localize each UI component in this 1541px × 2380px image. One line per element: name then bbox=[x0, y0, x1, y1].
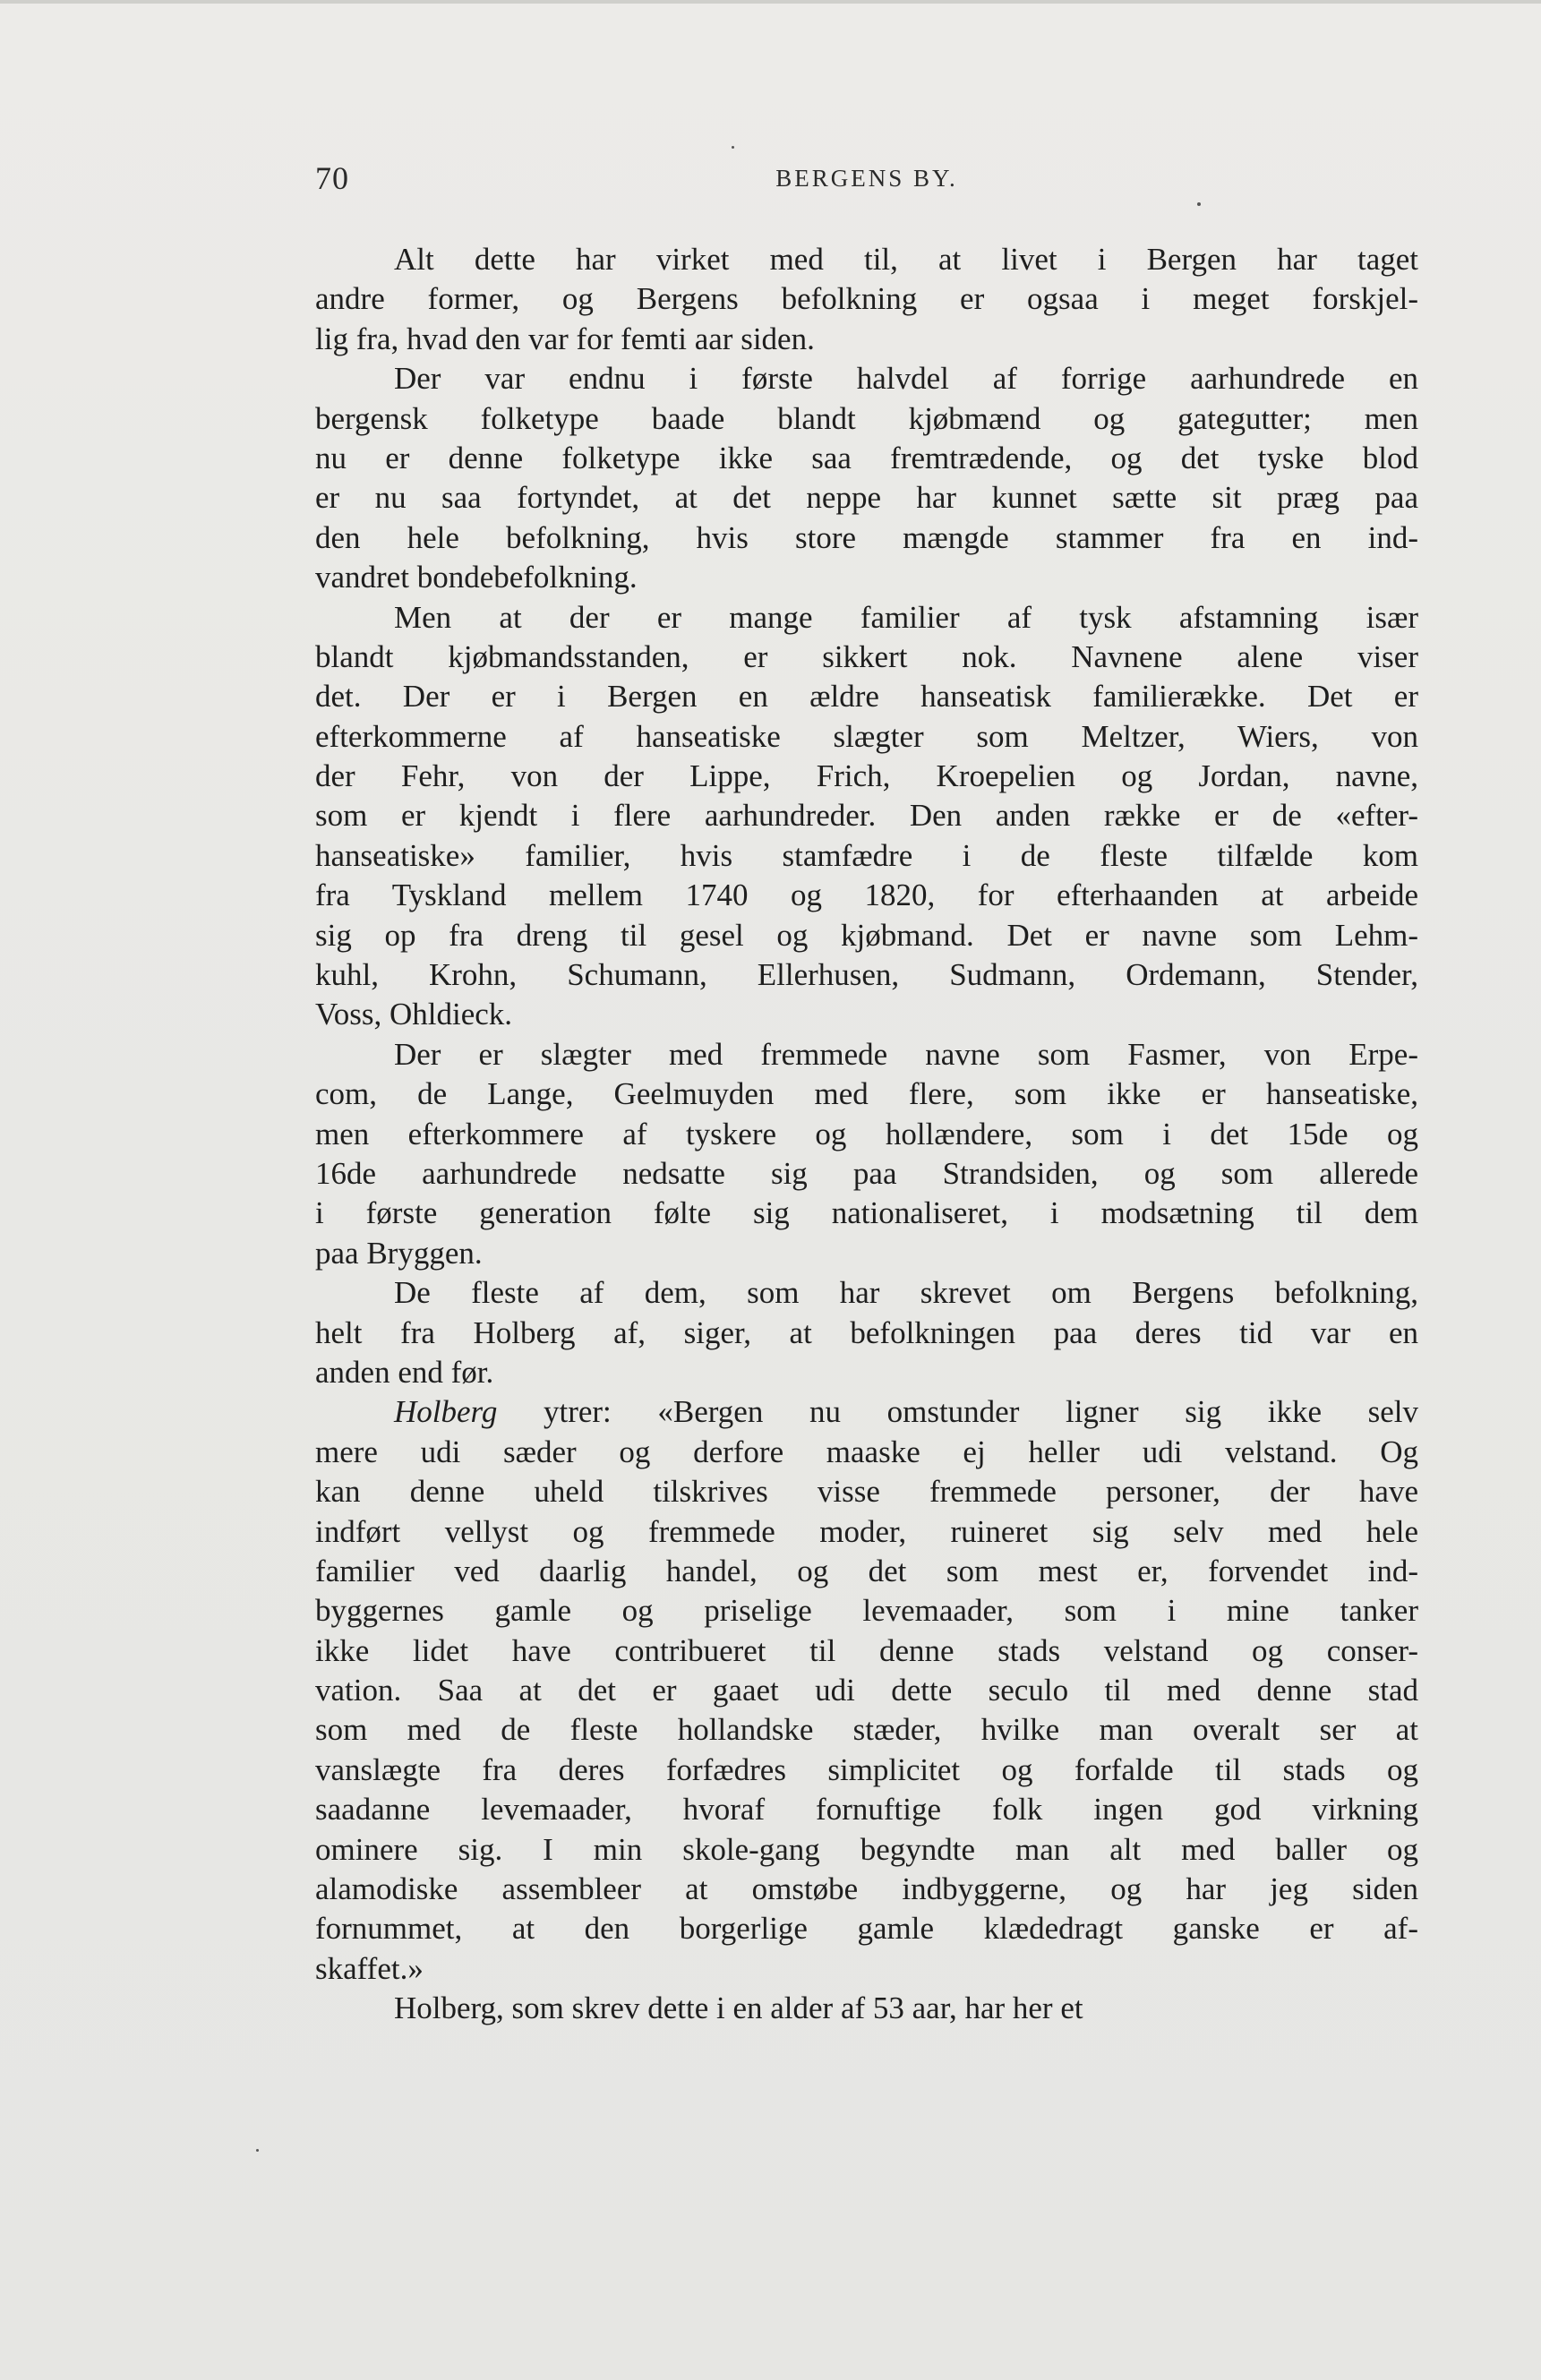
text-line bbox=[315, 995, 1418, 1034]
line-text: som med de fleste hollandske stæder, hvilke man overalt ser at bbox=[315, 1712, 1418, 1748]
text-line bbox=[315, 1751, 1418, 1790]
text-line bbox=[315, 916, 1418, 955]
text-line bbox=[315, 717, 1418, 757]
text-line bbox=[315, 1154, 1418, 1194]
line-text: Der var endnu i første halvdel af forrige aarhundrede en bbox=[394, 361, 1418, 397]
page-header bbox=[315, 159, 1418, 213]
text-line bbox=[315, 876, 1418, 915]
text-line bbox=[315, 757, 1418, 796]
line-text: fra Tyskland mellem 1740 og 1820, for efterhaanden at arbeide bbox=[315, 878, 1418, 913]
text-line bbox=[315, 836, 1418, 876]
italic-author-name: Holberg bbox=[394, 1394, 498, 1430]
line-text: helt fra Holberg af, siger, at befolkningen paa deres tid var en bbox=[315, 1314, 1418, 1350]
running-title: BERGENS BY. bbox=[775, 165, 958, 192]
line-text: som er kjendt i flere aarhundreder. Den anden række er de «efter- bbox=[315, 798, 1418, 834]
paragraph bbox=[315, 1273, 1418, 1392]
page-number: 70 bbox=[315, 160, 349, 196]
text-line bbox=[315, 478, 1418, 518]
line-text: Alt dette har virket med til, at livet i Bergen har taget bbox=[394, 242, 1418, 277]
paragraph bbox=[315, 359, 1418, 597]
line-text: efterkommerne af hanseatiske slægter som Meltzer, Wiers, von bbox=[315, 718, 1418, 754]
text-line bbox=[315, 1433, 1418, 1472]
text-line bbox=[315, 1234, 1418, 1273]
paragraph bbox=[315, 240, 1418, 359]
line-text: alamodiske assembleer at omstøbe indbyggerne, og har jeg siden bbox=[315, 1871, 1418, 1907]
line-text: Der er slægter med fremmede navne som Fasmer, von Erpe- bbox=[394, 1036, 1418, 1072]
text-line bbox=[315, 1472, 1418, 1511]
text-line bbox=[315, 1273, 1418, 1313]
line-text: den hele befolkning, hvis store mængde stammer fra en ind- bbox=[315, 519, 1418, 555]
line-text: men efterkommere af tyskere og hollændere, som i det 15de og bbox=[315, 1116, 1418, 1151]
text-line bbox=[315, 1830, 1418, 1870]
line-text: ominere sig. I min skole-gang begyndte man alt med baller og bbox=[315, 1831, 1418, 1867]
text-line bbox=[315, 1512, 1418, 1552]
text-line bbox=[315, 1870, 1418, 1909]
paragraph bbox=[315, 598, 1418, 1035]
line-text: Men at der er mange familier af tysk afstamning især bbox=[394, 599, 1418, 635]
print-speck bbox=[1197, 202, 1201, 206]
line-text: i første generation følte sig nationaliseret, i modsætning til dem bbox=[315, 1195, 1418, 1231]
text-line bbox=[315, 1671, 1418, 1710]
line-text: De fleste af dem, som har skrevet om Bergens befolkning, bbox=[394, 1275, 1418, 1311]
line-text: mere udi sæder og derfore maaske ej heller udi velstand. Og bbox=[315, 1434, 1418, 1469]
text-line bbox=[315, 1790, 1418, 1829]
line-text: Holberg, som skrev dette i en alder af 53 aar, har her et bbox=[394, 1990, 1083, 2026]
line-text: er nu saa fortyndet, at det neppe har kunnet sætte sit præg paa bbox=[315, 480, 1418, 516]
line-text: byggernes gamle og priselige levemaader, som i mine tanker bbox=[315, 1593, 1418, 1629]
text-line bbox=[315, 439, 1418, 478]
line-text: fornummet, at den borgerlige gamle klædedragt ganske er af- bbox=[315, 1911, 1418, 1947]
text-line bbox=[315, 1989, 1418, 2028]
line-text: vanslægte fra deres forfædres simplicitet og forfalde til stads og bbox=[315, 1751, 1418, 1787]
text-line bbox=[315, 1552, 1418, 1591]
text-line bbox=[315, 1115, 1418, 1154]
text-line bbox=[315, 558, 1418, 597]
text-line bbox=[315, 796, 1418, 835]
line-text: lig fra, hvad den var for femti aar siden. bbox=[315, 321, 815, 356]
text-line bbox=[315, 518, 1418, 558]
print-speck bbox=[256, 2149, 259, 2152]
line-text: 16de aarhundrede nedsatte sig paa Strandsiden, og som allerede bbox=[315, 1155, 1418, 1191]
text-line bbox=[315, 320, 1418, 359]
line-text: familier ved daarlig handel, og det som mest er, forvendet ind- bbox=[315, 1553, 1418, 1588]
paragraph bbox=[315, 1989, 1418, 2028]
line-text: com, de Lange, Geelmuyden med flere, som ikke er hanseatiske, bbox=[315, 1076, 1418, 1112]
text-line bbox=[315, 240, 1418, 279]
line-text: hanseatiske» familier, hvis stamfædre i de fleste tilfælde kom bbox=[315, 837, 1418, 873]
line-text: ytrer: «Bergen nu omstunder ligner sig ikke selv bbox=[497, 1394, 1418, 1430]
text-line bbox=[315, 1194, 1418, 1233]
text-line bbox=[315, 1710, 1418, 1750]
line-text: kan denne uheld tilskrives visse fremmede personer, der have bbox=[315, 1474, 1418, 1510]
text-line bbox=[315, 1591, 1418, 1631]
text-line bbox=[315, 359, 1418, 398]
text-line bbox=[315, 1074, 1418, 1114]
line-text: nu er denne folketype ikke saa fremtrædende, og det tyske blod bbox=[315, 440, 1418, 475]
text-line bbox=[315, 1392, 1418, 1432]
text-line bbox=[315, 1909, 1418, 1948]
paragraph bbox=[315, 1035, 1418, 1273]
text-line bbox=[315, 399, 1418, 439]
text-line bbox=[315, 1035, 1418, 1074]
text-line bbox=[315, 598, 1418, 638]
line-text: vandret bondebefolkning. bbox=[315, 560, 638, 595]
body-text bbox=[315, 240, 1418, 2029]
line-text: indført vellyst og fremmede moder, ruineret sig selv med hele bbox=[315, 1513, 1418, 1549]
line-text: anden end før. bbox=[315, 1354, 494, 1390]
line-text: bergensk folketype baade blandt kjøbmænd og gategutter; men bbox=[315, 400, 1418, 436]
line-text: blandt kjøbmandsstanden, er sikkert nok. Navnene alene viser bbox=[315, 638, 1418, 674]
page-edge bbox=[0, 0, 1541, 4]
line-text: Voss, Ohldieck. bbox=[315, 997, 513, 1032]
line-text: kuhl, Krohn, Schumann, Ellerhusen, Sudmann, Ordemann, Stender, bbox=[315, 957, 1418, 993]
text-line bbox=[315, 1314, 1418, 1353]
text-line bbox=[315, 677, 1418, 716]
print-speck bbox=[732, 146, 734, 149]
line-text: skaffet.» bbox=[315, 1950, 424, 1986]
line-text: der Fehr, von der Lippe, Frich, Kroepelien og Jordan, navne, bbox=[315, 758, 1418, 794]
text-line bbox=[315, 279, 1418, 319]
line-text: det. Der er i Bergen en ældre hanseatisk familierække. Det er bbox=[315, 679, 1418, 715]
line-text: sig op fra dreng til gesel og kjøbmand. Det er navne som Lehm- bbox=[315, 917, 1418, 953]
line-text: paa Bryggen. bbox=[315, 1235, 483, 1271]
line-text: saadanne levemaader, hvoraf fornuftige folk ingen god virkning bbox=[315, 1792, 1418, 1828]
line-text: andre former, og Bergens befolkning er ogsaa i meget forskjel- bbox=[315, 281, 1418, 317]
text-line bbox=[315, 955, 1418, 995]
paragraph bbox=[315, 1392, 1418, 1989]
line-text: vation. Saa at det er gaaet udi dette seculo til med denne stad bbox=[315, 1673, 1418, 1708]
text-line bbox=[315, 1949, 1418, 1989]
text-line bbox=[315, 1353, 1418, 1392]
text-line bbox=[315, 1631, 1418, 1671]
text-line bbox=[315, 638, 1418, 677]
line-text: ikke lidet have contribueret til denne stads velstand og conser- bbox=[315, 1632, 1418, 1668]
